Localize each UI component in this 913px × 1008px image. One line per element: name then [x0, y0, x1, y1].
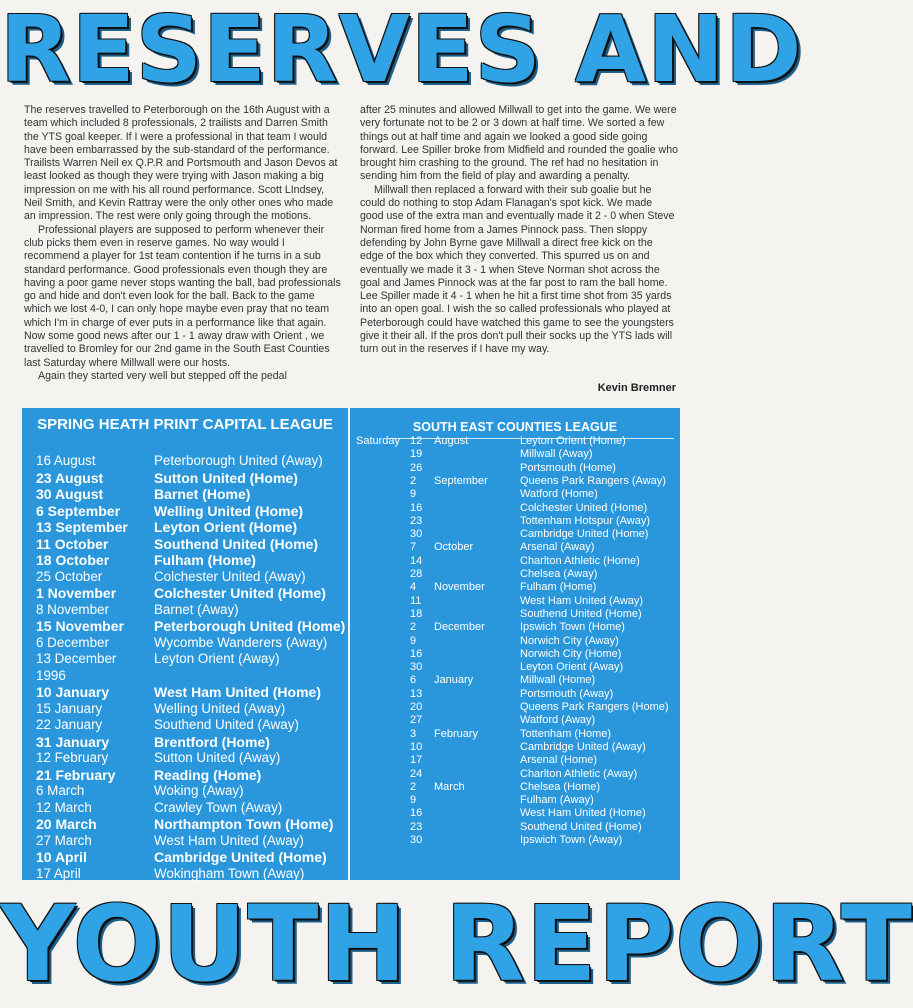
fixture-row	[350, 515, 680, 528]
south-east-counties-fixtures	[350, 408, 680, 880]
fixture-row	[36, 866, 346, 883]
fixture-row	[350, 541, 680, 554]
fixture-day-number: 6	[410, 674, 417, 687]
fixture-opponent: Charlton Athletic (Home)	[520, 554, 640, 567]
fixture-day-number: 19	[410, 448, 423, 461]
fixture-day-number: 24	[410, 767, 423, 780]
fixture-opponent: Northampton Town (Home)	[154, 816, 334, 832]
fixture-opponent: Crawley Town (Away)	[154, 799, 283, 815]
fixture-opponent: Leyton Orient (Home)	[154, 519, 298, 535]
fixture-date: 31 January	[36, 733, 110, 750]
fixture-row	[350, 568, 680, 581]
fixture-date: 15 January	[36, 700, 103, 716]
fixture-row	[350, 688, 680, 701]
capital-league-fixtures	[22, 408, 348, 880]
fixture-day-number: 9	[410, 794, 417, 807]
fixture-row	[350, 502, 680, 515]
fixture-row	[350, 448, 680, 461]
fixture-opponent: Watford (Home)	[520, 488, 598, 501]
fixture-opponent: Arsenal (Away)	[520, 541, 595, 554]
fixture-opponent: Leyton Orient (Away)	[520, 661, 624, 674]
fixture-opponent: Ipswich Town (Home)	[520, 621, 625, 634]
fixture-opponent: West Ham United (Home)	[520, 807, 646, 820]
fixture-row	[350, 475, 680, 488]
fixture-opponent: Arsenal (Home)	[520, 754, 598, 767]
fixture-opponent: West Ham United (Away)	[520, 594, 644, 607]
fixture-opponent: Charlton Athletic (Away)	[520, 767, 638, 780]
article-paragraph: Professional players are supposed to perform whenever their club picks them even in reserve games. No way would I recommend a player for 1st team contention if he turns in a sub standard performance. Good professionals even though they are having a poor game never stops wanting the ball, bad professionals go and hide and don't even look for the ball. Back to the game which we lost 4-0, I can only hope maybe even pray that no team which I'm in charge of ever puts in a performance like that again. Now some good news after our 1 - 1 away draw with Orient , we travelled to Bromley for our 2nd game in the South East Counties last Saturday where Millwall were our hosts.	[24, 223, 341, 369]
fixture-row	[36, 849, 346, 866]
fixture-date: 21 February	[36, 766, 116, 783]
fixture-day-number: 30	[410, 834, 423, 846]
fixture-row	[36, 684, 346, 701]
fixture-row	[36, 800, 346, 817]
fixture-month: December	[434, 621, 485, 634]
fixture-day-number: 23	[410, 514, 423, 527]
fixture-row	[36, 618, 346, 635]
capital-league-title: SPRING HEATH PRINT CAPITAL LEAGUE	[37, 416, 333, 433]
fixture-date: 6 March	[36, 783, 85, 798]
fixture-opponent: Queens Park Rangers (Home)	[520, 701, 669, 713]
fixture-day-number: 4	[410, 581, 417, 594]
fixture-row	[350, 728, 680, 741]
fixture-row	[350, 714, 680, 727]
fixture-day-number: 16	[410, 647, 423, 660]
fixture-date: 12 February	[36, 750, 109, 765]
headline-youth-report: YOUTH REPORT	[0, 883, 913, 1005]
fixture-day-number: 14	[410, 554, 423, 567]
fixture-opponent: Woking (Away)	[154, 783, 244, 798]
fixture-opponent: Norwich City (Home)	[520, 647, 622, 660]
fixture-month: September	[434, 474, 488, 487]
fixture-opponent: Leyton Orient (Away)	[154, 651, 280, 666]
fixture-row	[36, 552, 346, 569]
fixture-day-number: 30	[410, 661, 423, 674]
fixture-opponent: Cambridge United (Home)	[520, 528, 649, 541]
fixture-opponent: Wycombe Wanderers (Away)	[154, 634, 328, 650]
fixture-month: March	[434, 780, 465, 793]
fixture-opponent: Colchester United (Away)	[154, 568, 306, 584]
fixture-row	[36, 585, 346, 602]
fixture-date: 8 November	[36, 601, 109, 617]
fixture-row	[36, 816, 346, 833]
fixture-opponent: Watford (Away)	[520, 714, 596, 727]
fixture-row	[350, 661, 680, 674]
fixture-date: 1996	[36, 667, 66, 683]
fixture-day-number: 10	[410, 740, 423, 753]
fixture-date: 23 August	[36, 469, 104, 486]
fixture-opponent: Cambridge United (Away)	[520, 740, 646, 753]
article-column-left	[24, 104, 342, 383]
fixture-row	[36, 750, 346, 767]
fixture-opponent: Sutton United (Away)	[154, 750, 281, 765]
fixture-opponent: Millwall (Away)	[520, 448, 593, 461]
fixture-date: 18 October	[36, 552, 110, 568]
fixture-row	[36, 486, 346, 503]
fixture-row	[350, 821, 680, 834]
fixture-row	[36, 783, 346, 800]
fixture-row	[350, 595, 680, 608]
fixture-opponent: Reading (Home)	[154, 766, 262, 783]
fixture-opponent: Colchester United (Home)	[520, 501, 648, 514]
fixture-opponent: Fulham (Away)	[520, 794, 594, 807]
fixture-row	[36, 453, 346, 470]
fixture-opponent: Colchester United (Home)	[154, 585, 326, 601]
fixture-row	[350, 555, 680, 568]
fixture-day-number: 3	[410, 727, 417, 740]
fixture-row	[36, 635, 346, 652]
fixture-row	[350, 462, 680, 475]
fixture-row	[350, 741, 680, 754]
fixture-opponent: West Ham United (Away)	[154, 832, 304, 848]
fixture-opponent: Chelsea (Home)	[520, 780, 601, 793]
fixture-row	[350, 635, 680, 648]
fixture-opponent: Southend United (Home)	[520, 820, 642, 833]
fixture-opponent: Brentford (Home)	[154, 733, 270, 750]
fixture-month: January	[434, 674, 474, 687]
fixture-date: 15 November	[36, 618, 124, 634]
fixture-day-number: 17	[410, 754, 423, 767]
fixture-opponent: Welling United (Away)	[154, 700, 286, 716]
fixture-day-number: 16	[410, 501, 423, 514]
fixture-month: November	[434, 581, 485, 594]
fixture-opponent: Fulham (Home)	[154, 552, 256, 568]
fixture-day-number: 30	[410, 528, 423, 541]
fixture-day-number: 13	[410, 687, 423, 700]
fixture-row	[350, 834, 680, 847]
fixture-opponent: Chelsea (Away)	[520, 568, 598, 580]
article-paragraph: The reserves travelled to Peterborough on the 16th August with a team which included 8 professionals, 2 trailists and Darren Smith the YTS goal keeper. If I were a professional in that team I would have been embarrassed by the sub-standard of the performance. Trailists Warren Neil ex Q.P.R and Portsmouth and Jason Devos at least looked as though they were trying with Jason making a big impression on me with his all round performance. Scott LIndsey, Neil Smith, and Kevin Rattray were the only other ones who made an impression. The rest were only going through the motions.	[24, 104, 338, 223]
south-east-league-title: SOUTH EAST COUNTIES LEAGUE	[412, 420, 618, 434]
fixture-day-number: 2	[410, 780, 417, 793]
fixture-day-number: 11	[410, 594, 422, 607]
fixture-row	[36, 701, 346, 718]
fixture-date: 12 March	[36, 799, 92, 815]
fixture-opponent: Peterborough United (Away)	[154, 453, 323, 468]
fixture-row	[36, 717, 346, 734]
fixture-day-number: 12	[410, 435, 423, 447]
article-paragraph: Again they started very well but stepped off the pedal	[38, 369, 287, 382]
fixture-date: 6 September	[36, 502, 121, 519]
fixture-row	[350, 648, 680, 661]
fixture-opponent: Welling United (Home)	[154, 502, 304, 519]
article-paragraph: Millwall then replaced a forward with their sub goalie but he could do nothing to stop Adam Flanagan's spot kick. We made good use of the extra man and eventually made it 2 - 0 when Steve Norman fired home from a James Pinnock pass. Then sloppy defending by John Byrne gave Millwall a direct free kick on the edge of the box which they converted. This spurred us on and eventually we made it 3 - 1 when Steve Norman shot across the goal and James Pinnock was at the far post to ram the ball home. Lee Spiller made it 4 - 1 when he hit a first time shot from 35 yards into an open goal. I wish the so called professionals who played at Peterborough could have watched this game to see the youngsters give it their all. If the pros don't pull their socks up the YTS lads will turn out in the reserves if I have my way.	[360, 183, 675, 356]
fixture-month: February	[434, 727, 479, 740]
fixture-row	[350, 621, 680, 634]
fixture-opponent: Sutton United (Home)	[154, 469, 298, 486]
fixture-opponent: West Ham United (Home)	[154, 684, 321, 700]
fixture-opponent: Millwall (Home)	[520, 674, 596, 687]
fixture-day-number: 26	[410, 461, 423, 474]
fixture-row	[36, 569, 346, 586]
fixture-opponent: Peterborough United (Home)	[154, 618, 346, 634]
fixture-date: 6 December	[36, 634, 109, 650]
fixture-row	[36, 519, 346, 536]
fixture-row	[36, 833, 346, 850]
fixture-day-number: 2	[410, 621, 417, 634]
fixture-opponent: Norwich City (Away)	[520, 634, 619, 647]
fixture-opponent: Southend United (Away)	[154, 717, 299, 732]
fixture-date: 1 November	[36, 585, 117, 601]
fixture-row	[350, 768, 680, 781]
fixture-row	[36, 651, 346, 668]
fixture-date: 16 August	[36, 453, 96, 468]
article-author: Kevin Bremner	[597, 382, 676, 394]
fixture-date: 20 March	[36, 816, 97, 832]
fixture-day-number: 18	[410, 607, 423, 620]
fixture-day-number: 9	[410, 488, 417, 501]
fixture-row	[36, 470, 346, 487]
article	[24, 104, 678, 404]
fixture-row	[350, 435, 680, 448]
fixture-opponent: Wokingham Town (Away)	[154, 865, 305, 881]
fixture-date: 10 April	[36, 849, 87, 865]
fixture-row	[350, 581, 680, 594]
fixture-row	[36, 734, 346, 751]
fixture-day-number: 2	[410, 474, 417, 487]
fixture-day-number: 23	[410, 820, 423, 833]
fixture-row	[350, 608, 680, 621]
fixture-day-number: 28	[410, 568, 423, 580]
fixture-month: August	[434, 435, 469, 447]
headline-reserves-and: RESERVES AND	[0, 0, 803, 103]
fixture-row	[36, 602, 346, 619]
fixture-row	[350, 528, 680, 541]
fixture-row	[36, 536, 346, 553]
fixture-row	[36, 503, 346, 520]
fixture-date: 13 December	[36, 651, 117, 666]
fixture-row	[36, 668, 346, 685]
fixture-date: 17 April	[36, 865, 81, 881]
fixture-opponent: Barnet (Away)	[154, 601, 239, 617]
fixture-row	[350, 754, 680, 767]
fixture-opponent: Ipswich Town (Away)	[520, 834, 623, 846]
fixture-date: 25 October	[36, 568, 103, 584]
fixture-row	[350, 674, 680, 687]
fixture-day-number: 20	[410, 701, 423, 713]
fixture-opponent: Leyton Orient (Home)	[520, 435, 626, 447]
fixture-row	[350, 781, 680, 794]
fixture-day-number: 27	[410, 714, 423, 727]
fixture-month: October	[434, 541, 474, 554]
fixture-row	[350, 701, 680, 714]
fixture-date: 27 March	[36, 832, 92, 848]
article-column-right	[360, 104, 678, 357]
fixture-opponent: Fulham (Home)	[520, 581, 597, 594]
fixture-row	[350, 488, 680, 501]
fixture-opponent: Southend United (Home)	[154, 535, 319, 552]
fixture-day-number: 9	[410, 634, 417, 647]
fixture-date: 10 January	[36, 684, 110, 700]
fixture-opponent: Queens Park Rangers (Away)	[520, 474, 666, 487]
fixture-opponent: Portsmouth (Home)	[520, 461, 616, 474]
fixture-date: 30 August	[36, 486, 104, 502]
article-paragraph: after 25 minutes and allowed Millwall to get into the game. We were very fortunate not to be 2 or 3 down at half time. We sorted a few things out at half time and again we looked a good side going forward. Lee Spiller broke from Midfield and rounded the goalie who brought him crashing to the ground. The ref had no hesitation in sending him from the field of play and awarding a penalty.	[360, 104, 678, 183]
fixture-row	[36, 767, 346, 784]
fixture-date: 13 September	[36, 519, 128, 535]
fixture-opponent: Portsmouth (Away)	[520, 687, 614, 700]
fixture-date: 11 October	[36, 535, 109, 552]
fixture-date: 22 January	[36, 717, 103, 732]
fixture-opponent: Tottenham Hotspur (Away)	[520, 514, 651, 527]
fixture-opponent: Tottenham (Home)	[520, 727, 612, 740]
fixture-opponent: Cambridge United (Home)	[154, 849, 327, 865]
fixture-day-number: 7	[410, 541, 417, 554]
fixture-day-number: 16	[410, 807, 423, 820]
fixture-row	[350, 794, 680, 807]
fixture-day: Saturday	[356, 435, 401, 447]
fixture-opponent: Barnet (Home)	[154, 486, 251, 502]
fixture-opponent: Southend United (Home)	[520, 607, 642, 620]
fixture-row	[350, 807, 680, 820]
